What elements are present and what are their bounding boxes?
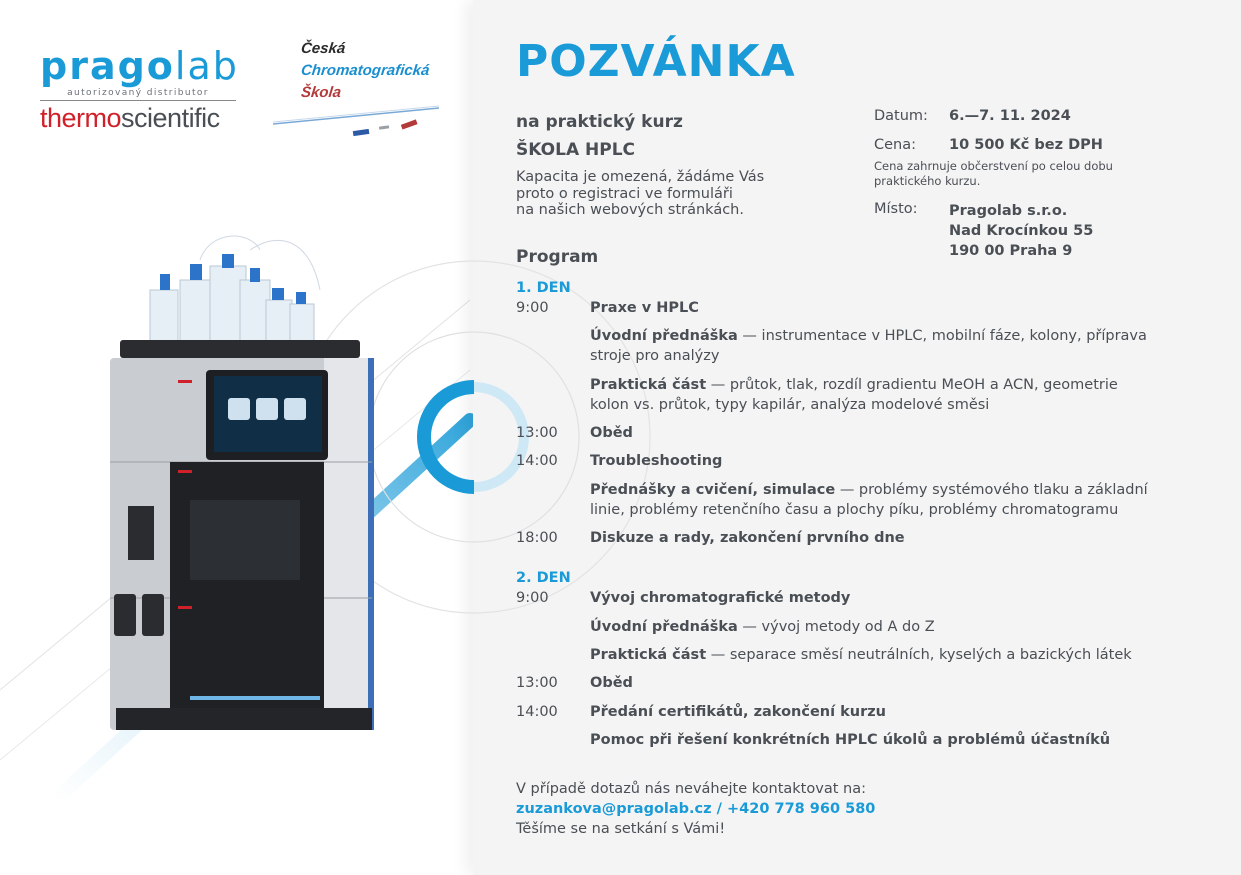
place-line-1: Pragolab s.r.o.	[949, 203, 1068, 219]
hplc-instrument-image	[100, 230, 380, 750]
contact-phone-link[interactable]: +420 778 960 580	[727, 801, 876, 817]
price-note-line-2: praktického kurzu.	[874, 174, 981, 188]
contact-email-link[interactable]: zuzankova@pragolab.cz	[516, 801, 712, 817]
pragolab-tagline: autorizovaný distributor	[40, 88, 236, 101]
day2-label: 2. DEN	[516, 570, 571, 586]
pragolab-word-main: prago	[40, 44, 175, 88]
pragolab-logo	[40, 44, 239, 133]
day2-time-0: 9:00	[516, 590, 549, 606]
pragolab-word-lab: lab	[174, 44, 239, 88]
day1-item-4: Troubleshooting	[590, 453, 723, 469]
day2-time-3: 13:00	[516, 675, 558, 691]
thermo-word: thermo	[40, 103, 122, 133]
price-note	[874, 159, 1113, 189]
ccs-column-graphic	[273, 104, 441, 138]
day1-item-2: Praktická část — průtok, tlak, rozdíl gradientu MeOH a ACN, geometrie kolon vs. průtok, typy kapilár, analýza modelové směsi	[590, 377, 1118, 413]
intro-line-1: Kapacita je omezená, žádáme Vás	[516, 169, 765, 185]
day1-time-3: 13:00	[516, 425, 558, 441]
page-title: POZVÁNKA	[516, 36, 796, 87]
place-value	[949, 201, 1093, 261]
ccs-line-1: Česká	[300, 40, 347, 57]
price-label: Cena:	[874, 137, 917, 153]
ceska-chromatograficka-skola-logo	[273, 38, 441, 138]
place-label: Místo:	[874, 201, 918, 217]
ccs-line-2: Chromatografická	[300, 62, 431, 79]
contact-line-2	[516, 799, 875, 819]
contact-line-1: V případě dotazů nás neváhejte kontaktovat na:	[516, 781, 866, 797]
day2-item-2: Praktická část — separace směsí neutrálních, kyselých a bazických látek	[590, 647, 1132, 663]
day1-time-4: 14:00	[516, 453, 558, 469]
subtitle-line-1: na praktický kurz	[516, 112, 683, 132]
date-label: Datum:	[874, 108, 928, 124]
day2-item-4: Předání certifikátů, zakončení kurzu	[590, 704, 886, 720]
place-line-2: Nad Krocínkou 55	[949, 223, 1094, 239]
price-note-line-1: Cena zahrnuje občerstvení po celou dobu	[874, 159, 1113, 173]
day1-item-5: Přednášky a cvičení, simulace — problémy systémového tlaku a základní linie, problémy retenčního času a plochy píku, problémy chromatogramu	[590, 482, 1148, 518]
subtitle-line-2: ŠKOLA HPLC	[516, 140, 636, 160]
place-line-3: 190 00 Praha 9	[949, 243, 1073, 259]
day1-label: 1. DEN	[516, 280, 571, 296]
contact-line-3: Těšíme se na setkání s Vámi!	[516, 821, 726, 837]
day2-item-0: Vývoj chromatografické metody	[590, 590, 851, 606]
intro-line-3: na našich webových stránkách.	[516, 202, 744, 218]
ccs-line-3: Škola	[300, 84, 342, 101]
day2-item-3: Oběd	[590, 675, 633, 691]
thermo-scientific-logo	[40, 103, 236, 133]
day2-time-4: 14:00	[516, 704, 558, 720]
contact-block	[516, 779, 875, 839]
scientific-word: scientific	[121, 103, 220, 133]
day1-time-0: 9:00	[516, 300, 549, 316]
date-value: 6.—7. 11. 2024	[949, 108, 1071, 124]
intro-text	[516, 169, 816, 219]
day2-item-5: Pomoc při řešení konkrétních HPLC úkolů a problémů účastníků	[590, 732, 1111, 748]
program-heading: Program	[516, 247, 599, 267]
day1-item-0: Praxe v HPLC	[590, 300, 699, 316]
intro-line-2: proto o registraci ve formuláři	[516, 185, 733, 202]
price-value: 10 500 Kč bez DPH	[949, 137, 1103, 153]
day1-time-6: 18:00	[516, 530, 558, 546]
day2-item-1: Úvodní přednáška — vývoj metody od A do Z	[590, 619, 935, 635]
day1-item-3: Oběd	[590, 425, 633, 441]
day1-item-1: Úvodní přednáška — instrumentace v HPLC, mobilní fáze, kolony, příprava stroje pro analýzy	[590, 328, 1147, 364]
course-subtitle	[516, 108, 683, 164]
contact-separator: /	[711, 801, 728, 817]
day1-item-6: Diskuze a rady, zakončení prvního dne	[590, 530, 905, 546]
